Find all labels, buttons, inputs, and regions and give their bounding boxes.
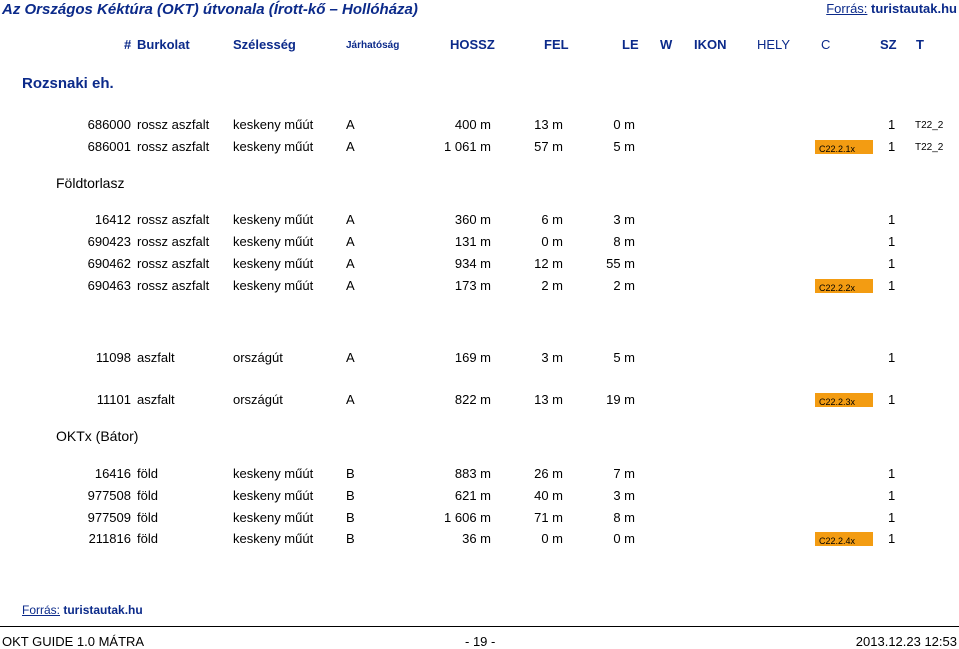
header-c: C — [821, 37, 831, 52]
row-id: 690462 — [87, 256, 131, 271]
table-row — [0, 234, 959, 254]
row-jarhatosag: B — [346, 510, 355, 525]
row-count: 1 — [888, 466, 896, 481]
row-id: 11098 — [95, 350, 131, 365]
row-jarhatosag: A — [346, 234, 355, 249]
footer-source-label: Forrás: — [22, 603, 61, 617]
row-le: 8 m — [613, 510, 635, 525]
row-szelesseg: országút — [233, 392, 283, 407]
row-hossz: 621 m — [454, 488, 491, 503]
header-jarhatosag: Járhatóság — [346, 40, 400, 51]
row-count: 1 — [888, 392, 896, 407]
row-szelesseg: keskeny műút — [233, 531, 314, 546]
table-row — [0, 350, 959, 370]
footer-source — [22, 603, 143, 617]
row-hossz: 169 m — [454, 350, 491, 365]
row-jarhatosag: A — [346, 278, 355, 293]
row-jarhatosag: A — [346, 139, 355, 154]
row-count: 1 — [888, 488, 896, 503]
row-id: 211816 — [88, 531, 131, 546]
footer-divider — [0, 626, 959, 627]
row-fel: 0 m — [541, 234, 563, 249]
table-row — [0, 531, 959, 551]
row-le: 19 m — [606, 392, 635, 407]
row-burkolat: rossz aszfalt — [137, 256, 210, 271]
section-rozsnaki: Rozsnaki eh. — [22, 75, 114, 92]
row-count: 1 — [888, 234, 896, 249]
row-le: 3 m — [613, 212, 635, 227]
row-fel: 3 m — [541, 350, 563, 365]
section-oktx-bator: OKTx (Bátor) — [56, 428, 139, 444]
row-count: 1 — [888, 278, 896, 293]
row-count: 1 — [888, 212, 896, 227]
row-burkolat: rossz aszfalt — [137, 139, 210, 154]
row-fel: 71 m — [534, 510, 563, 525]
row-hossz: 1 606 m — [444, 510, 491, 525]
row-hossz: 173 m — [454, 278, 491, 293]
row-jarhatosag: B — [346, 531, 355, 546]
row-burkolat: rossz aszfalt — [137, 234, 210, 249]
row-hely-badge: C22.2.1x — [815, 140, 873, 154]
row-ref: T22_2 — [915, 120, 944, 131]
row-count: 1 — [888, 117, 896, 132]
row-count: 1 — [888, 350, 896, 365]
row-hossz: 36 m — [462, 531, 491, 546]
header-ikon: IKON — [694, 37, 727, 52]
row-jarhatosag: B — [346, 488, 355, 503]
row-jarhatosag: A — [346, 212, 355, 227]
row-szelesseg: keskeny műút — [233, 212, 314, 227]
row-ref: T22_2 — [915, 142, 944, 153]
row-fel: 6 m — [541, 212, 563, 227]
row-id: 686001 — [87, 139, 131, 154]
header-hely: HELY — [757, 37, 790, 52]
footer-datetime: 2013.12.23 12:53 — [855, 634, 957, 649]
row-le: 0 m — [613, 531, 635, 546]
row-id: 686000 — [87, 117, 131, 132]
row-count: 1 — [888, 139, 896, 154]
row-hossz: 883 m — [454, 466, 491, 481]
row-id: 16416 — [94, 466, 131, 481]
row-burkolat: rossz aszfalt — [137, 117, 210, 132]
row-le: 5 m — [613, 350, 635, 365]
table-row — [0, 212, 959, 232]
row-jarhatosag: A — [346, 350, 355, 365]
row-szelesseg: országút — [233, 350, 283, 365]
footer-source-link[interactable]: turistautak.hu — [63, 603, 143, 617]
row-hossz: 934 m — [454, 256, 491, 271]
row-le: 7 m — [613, 466, 635, 481]
row-le: 8 m — [613, 234, 635, 249]
row-le: 55 m — [606, 256, 635, 271]
row-burkolat: föld — [137, 466, 158, 481]
row-hossz: 822 m — [454, 392, 491, 407]
table-row — [0, 139, 959, 159]
header-hossz: HOSSZ — [450, 37, 495, 52]
row-hossz: 360 m — [454, 212, 491, 227]
source-top-link[interactable]: turistautak.hu — [871, 1, 957, 16]
header-num: # — [124, 37, 132, 52]
header-le: LE — [622, 37, 639, 52]
row-hossz: 400 m — [454, 117, 491, 132]
row-count: 1 — [888, 510, 896, 525]
row-hely-badge: C22.2.2x — [815, 279, 873, 293]
row-jarhatosag: A — [346, 256, 355, 271]
row-fel: 26 m — [534, 466, 563, 481]
row-id: 977509 — [87, 510, 131, 525]
row-burkolat: föld — [137, 488, 158, 503]
table-row — [0, 117, 959, 137]
row-burkolat: rossz aszfalt — [137, 278, 210, 293]
row-szelesseg: keskeny műút — [233, 139, 314, 154]
row-burkolat: rossz aszfalt — [137, 212, 210, 227]
row-szelesseg: keskeny műút — [233, 117, 314, 132]
row-jarhatosag: A — [346, 392, 355, 407]
row-id: 11101 — [96, 392, 131, 407]
table-row — [0, 256, 959, 276]
row-szelesseg: keskeny műút — [233, 278, 314, 293]
row-le: 2 m — [613, 278, 635, 293]
source-top-label: Forrás: — [826, 1, 868, 16]
section-foldtorlasz: Földtorlasz — [56, 175, 125, 191]
row-hossz: 131 m — [454, 234, 491, 249]
row-fel: 13 m — [534, 392, 563, 407]
footer-page-number: - 19 - — [465, 634, 496, 649]
footer-guide: OKT GUIDE 1.0 MÁTRA — [2, 634, 145, 649]
row-le: 3 m — [613, 488, 635, 503]
table-row — [0, 392, 959, 412]
header-szelesseg: Szélesség — [233, 37, 296, 52]
row-le: 0 m — [613, 117, 635, 132]
source-top — [826, 1, 957, 16]
table-row — [0, 488, 959, 508]
header-t: T — [916, 37, 924, 52]
row-burkolat: aszfalt — [137, 350, 175, 365]
row-szelesseg: keskeny műút — [233, 510, 314, 525]
header-sz: SZ — [880, 37, 897, 52]
row-szelesseg: keskeny műút — [233, 234, 314, 249]
row-szelesseg: keskeny műút — [233, 256, 314, 271]
row-burkolat: föld — [137, 510, 158, 525]
row-burkolat: aszfalt — [137, 392, 175, 407]
row-burkolat: föld — [137, 531, 158, 546]
row-fel: 40 m — [534, 488, 563, 503]
row-fel: 0 m — [541, 531, 563, 546]
row-szelesseg: keskeny műút — [233, 488, 314, 503]
row-hely-badge: C22.2.3x — [815, 393, 873, 407]
header-w: W — [660, 37, 673, 52]
document-title: Az Országos Kéktúra (OKT) útvonala (Írott-kő – Hollóháza) — [2, 1, 418, 18]
row-id: 690423 — [87, 234, 131, 249]
row-count: 1 — [888, 531, 896, 546]
row-id: 977508 — [87, 488, 131, 503]
header-burkolat: Burkolat — [137, 37, 190, 52]
header-fel: FEL — [544, 37, 569, 52]
row-fel: 13 m — [534, 117, 563, 132]
row-jarhatosag: A — [346, 117, 355, 132]
row-fel: 2 m — [541, 278, 563, 293]
row-fel: 12 m — [534, 256, 563, 271]
row-hely-badge: C22.2.4x — [815, 532, 873, 546]
row-jarhatosag: B — [346, 466, 355, 481]
row-hossz: 1 061 m — [444, 139, 491, 154]
row-id: 16412 — [94, 212, 131, 227]
table-row — [0, 278, 959, 298]
row-count: 1 — [888, 256, 896, 271]
row-id: 690463 — [87, 278, 131, 293]
table-row — [0, 510, 959, 530]
row-szelesseg: keskeny műút — [233, 466, 314, 481]
row-le: 5 m — [613, 139, 635, 154]
table-row — [0, 466, 959, 486]
row-fel: 57 m — [534, 139, 563, 154]
